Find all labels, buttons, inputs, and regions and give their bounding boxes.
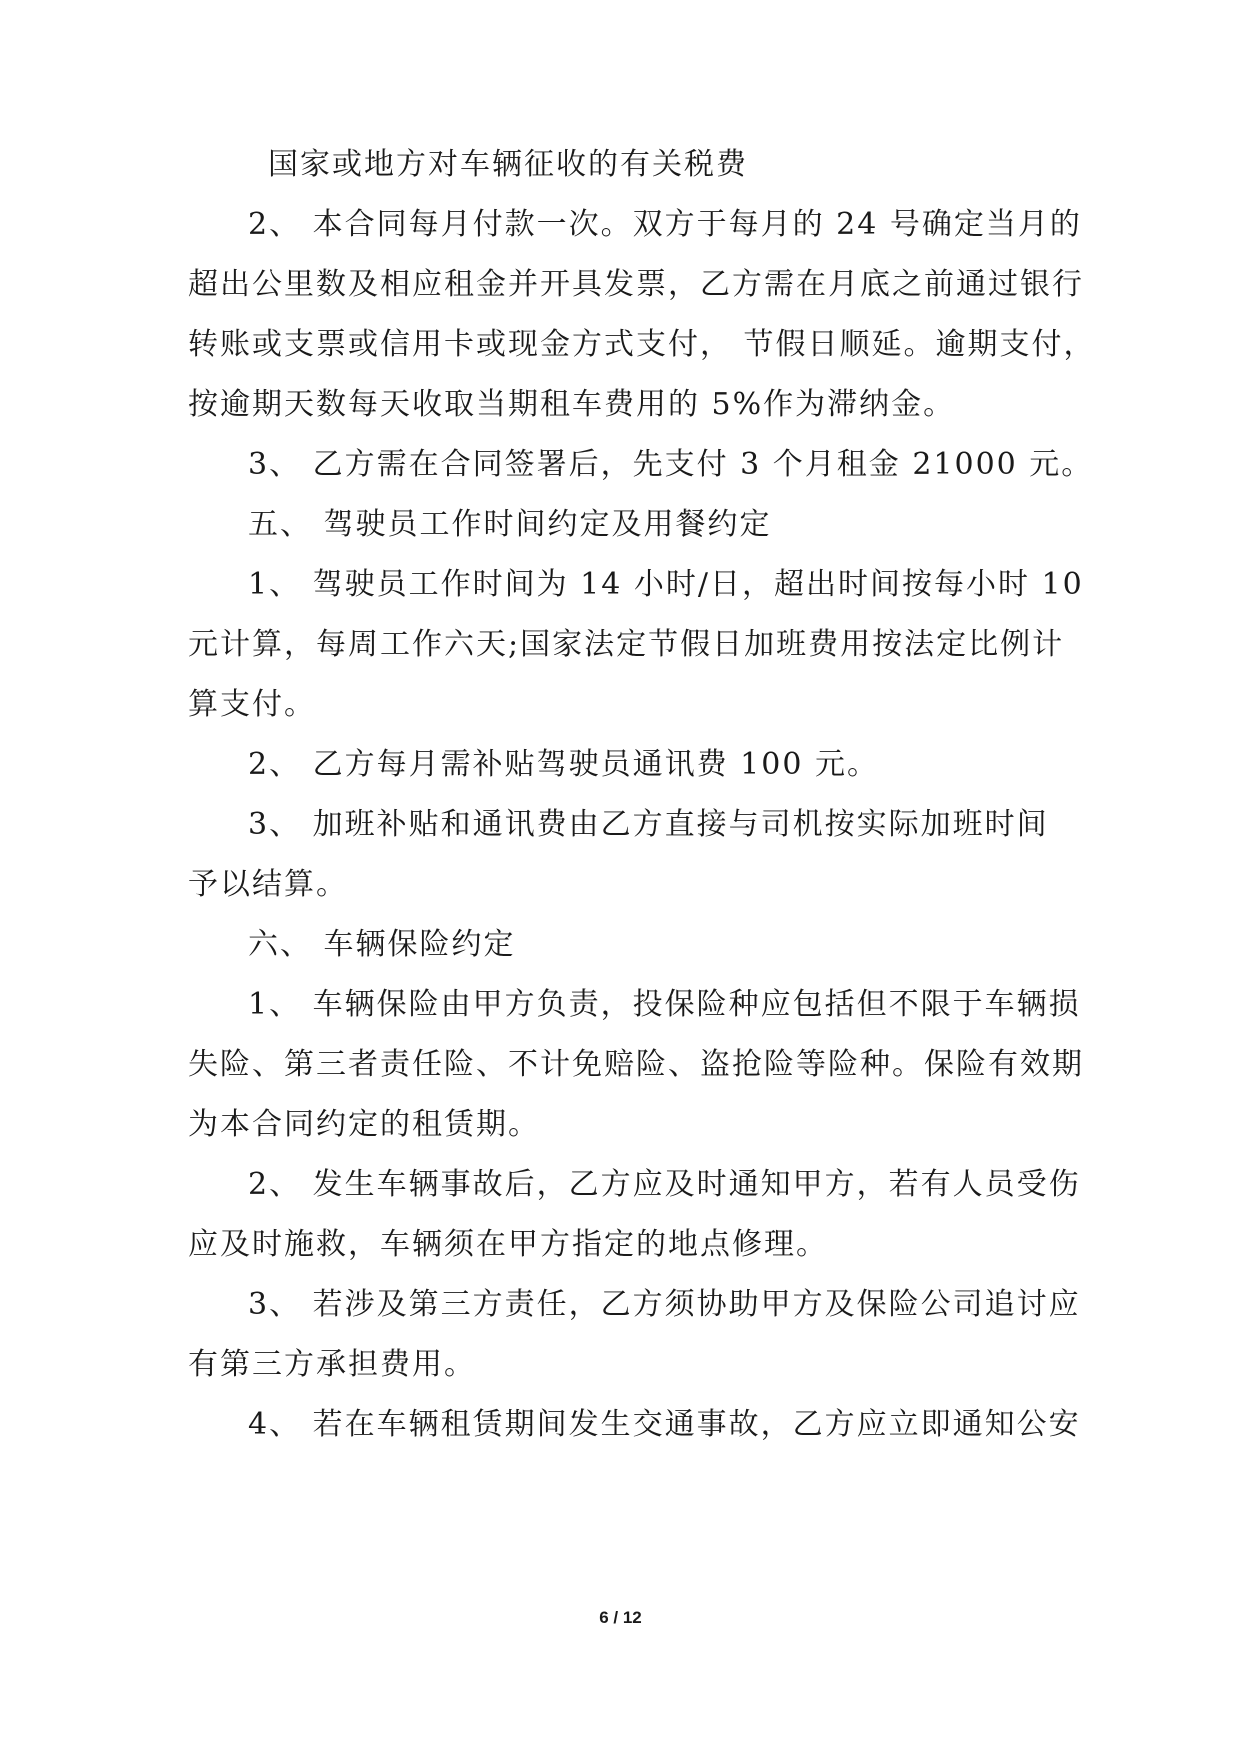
paragraph-line: 1、 驾驶员工作时间为 14 小时/日，超出时间按每小时 10 — [248, 567, 1084, 602]
paragraph-line: 国家或地方对车辆征收的有关税费 — [268, 147, 748, 182]
paragraph-line: 2、 发生车辆事故后，乙方应及时通知甲方，若有人员受伤 — [248, 1167, 1081, 1202]
paragraph-line: 元计算，每周工作六天;国家法定节假日加班费用按法定比例计 — [188, 627, 1065, 662]
section-heading: 六、 车辆保险约定 — [248, 927, 516, 962]
paragraph-line: 予以结算。 — [188, 867, 348, 902]
paragraph-line: 3、 加班补贴和通讯费由乙方直接与司机按实际加班时间 — [248, 807, 1049, 842]
paragraph-line: 为本合同约定的租赁期。 — [188, 1107, 540, 1142]
paragraph-line: 有第三方承担费用。 — [188, 1347, 476, 1382]
paragraph-line: 2、 乙方每月需补贴驾驶员通讯费 100 元。 — [248, 747, 879, 782]
paragraph-line: 算支付。 — [188, 687, 316, 722]
paragraph-line: 3、 若涉及第三方责任，乙方须协助甲方及保险公司追讨应 — [248, 1287, 1081, 1322]
paragraph-line: 超出公里数及相应租金并开具发票，乙方需在月底之前通过银行 — [188, 267, 1084, 302]
paragraph-line: 4、 若在车辆租赁期间发生交通事故，乙方应立即通知公安 — [248, 1407, 1081, 1442]
paragraph-line: 按逾期天数每天收取当期租车费用的 5%作为滞纳金。 — [188, 387, 956, 422]
paragraph-line: 1、 车辆保险由甲方负责，投保险种应包括但不限于车辆损 — [248, 987, 1081, 1022]
paragraph-line: 失险、第三者责任险、不计免赔险、盗抢险等险种。保险有效期 — [188, 1047, 1084, 1082]
page-number: 6 / 12 — [599, 1608, 642, 1627]
paragraph-line: 2、 本合同每月付款一次。双方于每月的 24 号确定当月的 — [248, 207, 1082, 242]
paragraph-line: 转账或支票或信用卡或现金方式支付， 节假日顺延。逾期支付， — [188, 327, 1096, 362]
section-heading: 五、 驾驶员工作时间约定及用餐约定 — [248, 507, 772, 542]
paragraph-line: 3、 乙方需在合同签署后，先支付 3 个月租金 21000 元。 — [248, 447, 1094, 482]
paragraph-line: 应及时施救，车辆须在甲方指定的地点修理。 — [188, 1227, 828, 1262]
